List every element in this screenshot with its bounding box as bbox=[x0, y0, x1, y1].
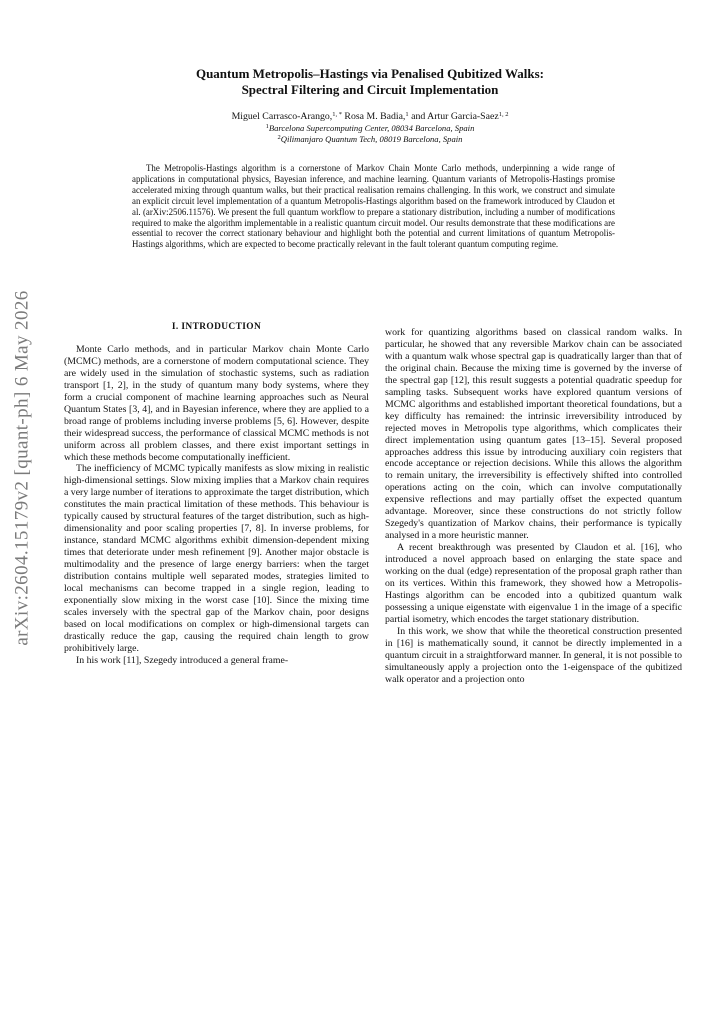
author-3-affil-mark: 1, 2 bbox=[498, 111, 509, 118]
affiliation-2-mark: 2 bbox=[277, 134, 281, 141]
author-1-affil-mark: 1, * bbox=[332, 111, 342, 118]
affiliation-1 bbox=[120, 123, 620, 134]
right-column bbox=[385, 327, 682, 686]
author-1: Miguel Carrasco-Arango, bbox=[231, 111, 333, 122]
left-column bbox=[64, 322, 369, 667]
section-heading-introduction: I. INTRODUCTION bbox=[171, 322, 262, 332]
affiliation-2 bbox=[120, 134, 620, 145]
affiliation-1-mark: 1 bbox=[265, 123, 269, 130]
body-paragraph: In this work, we show that while the theoretical construction presented in [16] is mathematically sound, it cannot be directly implemented in a quantum circuit in a straightforward manner. In general, it is not possible to simultaneously apply a projection onto the 1-eigenspace of the qubitized walk operator and a projection onto bbox=[385, 625, 682, 685]
title-line-1: Quantum Metropolis–Hastings via Penalised Qubitized Walks: bbox=[195, 66, 545, 81]
body-paragraph: A recent breakthrough was presented by Claudon et al. [16], who introduced a novel approach based on enlarging the state space and working on the dual (edge) representation of the proposal graph rather than on its vertices. Within this framework, they showed how a Metropolis-Hastings algorithm can be encoded into a qubitized quantum walk possessing a unique eigenstate with eigenvalue 1 in the image of a specific partial isometry, which encodes the target stationary distribution. bbox=[385, 542, 682, 625]
title-line-2: Spectral Filtering and Circuit Implementation bbox=[241, 82, 499, 97]
author-2: Rosa M. Badia, bbox=[341, 111, 406, 122]
body-paragraph: work for quantizing algorithms based on classical random walks. In particular, he showed that any reversible Markov chain can be associated with a quantum walk whose spectral gap is quadratically larger than that of the original chain. Because the mixing time is governed by the inverse of the spectral gap [12], this result suggests a potential quadratic speedup for sampling tasks. Subsequent works have explored quantum versions of MCMC algorithms and established important theoretical foundations, but a key difficulty has remained: the intrinsic irreversibility introduced by rejected moves in Metropolis type algorithms, which complicates their direct implementation using quantum gates [13–15]. Several proposed approaches address this issue by introducing auxiliary coin registers that encode acceptance or rejection decisions. While this allows the algorithm to remain unitary, the irreversibility is effectively shifted into controlled operations acting on the coin, which can involve computationally expensive reflections and may partially offset the expected quantum advantage. Moreover, since these constructions do not strictly follow Szegedy's quantization of Markov chains, their performance is typically analysed in a more heuristic manner. bbox=[385, 327, 682, 542]
author-2-affil-mark: 1 bbox=[405, 111, 409, 118]
body-paragraph: In his work [11], Szegedy introduced a general frame- bbox=[76, 654, 289, 666]
author-list bbox=[120, 111, 620, 123]
affiliation-2-text: Qilimanjaro Quantum Tech, 08019 Barcelona, Spain bbox=[280, 134, 463, 144]
arxiv-identifier-stamp bbox=[12, 288, 34, 648]
paper-title bbox=[120, 66, 620, 98]
abstract: The Metropolis-Hastings algorithm is a cornerstone of Markov Chain Monte Carlo methods, underpinning a wide range of applications in computational physics, Bayesian inference, and machine learning. Quantum variants of Metropolis-Hastings promise accelerated mixing through quantum walks, but their practical realisation remains challenging. In this work, we construct and simulate an explicit circuit level implementation of a quantum Metropolis-Hastings algorithm based on the framework introduced by Claudon et al. (arXiv:2506.11576). We present the full quantum workflow to prepare a stationary distribution, including a number of modifications required to make the algorithm implementable in a realistic quantum circuit model. Our results demonstrate that these modifications are essential to recover the correct stationary behaviour and highlight both the potential and current limitations of quantum Metropolis-Hastings algorithms, which are expected to become practically relevant in the fault tolerant quantum computing regime. bbox=[132, 163, 615, 250]
body-paragraph: The inefficiency of MCMC typically manifests as slow mixing in realistic high-dimensional settings. Slow mixing implies that a Markov chain requires a very large number of iterations to approximate the target distribution, which constitutes the main practical limitation of these methods. This behaviour is typically caused by structural features of the target distribution, such as high-dimensionality and poor scaling properties [7, 8]. In inverse problems, for instance, standard MCMC algorithms exhibit dimension-dependent mixing times that deteriorate under mesh refinement [9]. Another major obstacle is multimodality and the presence of large energy barriers: when the target distribution contains multiple well separated modes, strategies limited to local mechanisms can become trapped in a single region, leading to exponentially slow mixing in the worst case [10]. Since the mixing time scales inversely with the spectral gap of the Markov chain, poor designs based on local modifications on complex or high-dimensional targets can drastically reduce the gap, causing the required chain length to grow prohibitively large. bbox=[64, 463, 369, 654]
arxiv-stamp-text: arXiv:2604.15179v2 [quant-ph] 6 May 2026 bbox=[12, 290, 33, 646]
body-paragraph: Monte Carlo methods, and in particular Markov chain Monte Carlo (MCMC) methods, are a cornerstone of modern computational science. They are widely used in the simulation of stochastic systems, such as radiation transport [1, 2], in the study of quantum many body systems, where they form a crucial component of machine learning approaches such as Neural Quantum States [3, 4], and in Bayesian inference, where they are applied to a broad range of problems including inverse problems [5, 6]. However, despite their widespread success, the performance of classical MCMC methods is not uniform across all problem classes, and there exist important settings in which these methods become computationally inefficient. bbox=[64, 343, 369, 463]
author-3: and Artur Garcia-Saez bbox=[408, 111, 499, 122]
affiliation-1-text: Barcelona Supercomputing Center, 08034 Barcelona, Spain bbox=[268, 123, 475, 133]
paper-header bbox=[120, 66, 620, 145]
